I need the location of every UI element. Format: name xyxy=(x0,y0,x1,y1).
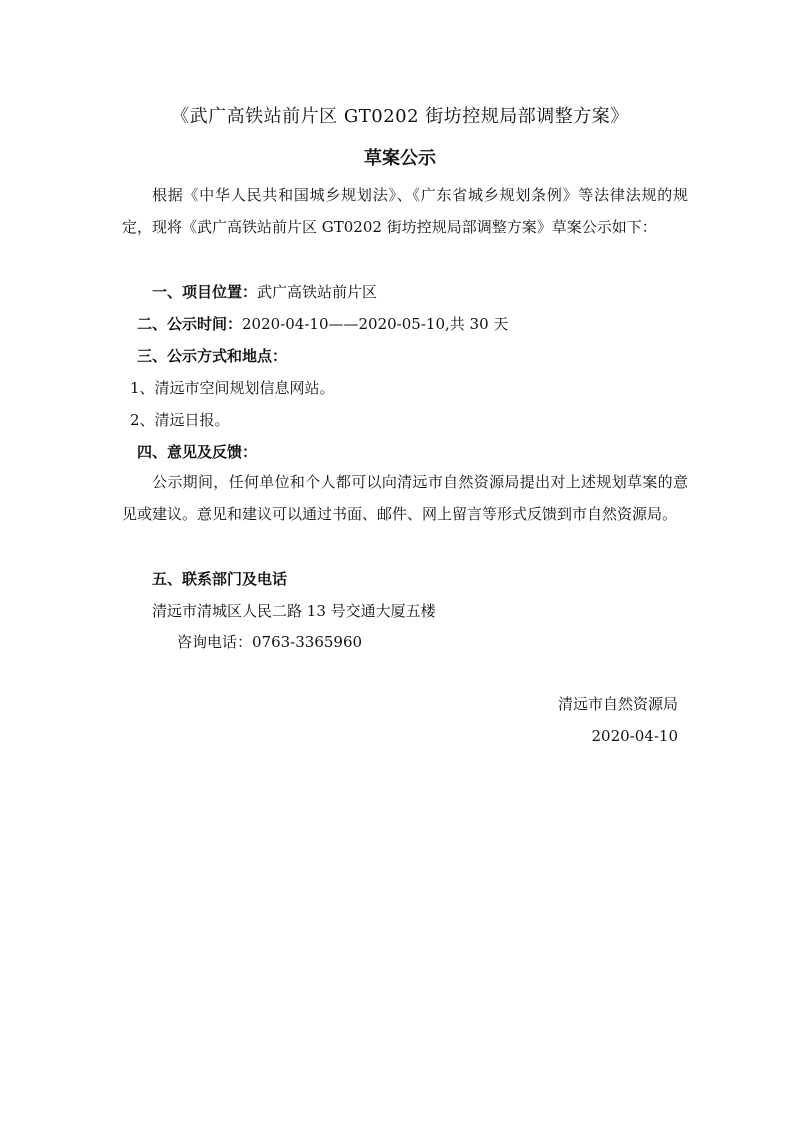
contact-address: 清远市清城区人民二路 13 号交通大厦五楼 xyxy=(152,602,436,620)
section2-value: 2020-04-10——2020-05-10,共 30 天 xyxy=(242,315,509,333)
section3-item-1: 1、清远市空间规划信息网站。 xyxy=(130,379,335,397)
section1-heading: 一、项目位置： xyxy=(152,283,258,301)
signature-organization: 清远市自然资源局 xyxy=(557,695,678,713)
section5-heading: 五、联系部门及电话 xyxy=(152,570,288,588)
section2-heading: 二、公示时间： xyxy=(137,315,243,333)
section1-value: 武广高铁站前片区 xyxy=(257,283,378,301)
document-title: 《武广高铁站前片区 GT0202 街坊控规局部调整方案》 xyxy=(171,106,629,127)
section3-item-2: 2、清远日报。 xyxy=(130,411,230,429)
section-publicity-time xyxy=(137,313,508,335)
section3-heading: 三、公示方式和地点： xyxy=(137,347,288,365)
section-project-location xyxy=(152,281,377,303)
contact-phone: 咨询电话：0763-3365960 xyxy=(177,633,363,651)
section4-heading: 四、意见及反馈： xyxy=(137,443,258,461)
document-subtitle: 草案公示 xyxy=(364,148,436,169)
section4-paragraph: 公示期间，任何单位和个人都可以向清远市自然资源局提出对上述规划草案的意见或建议。意见和建议可以通过书面、邮件、网上留言等形式反馈到市自然资源局。 xyxy=(122,473,688,523)
intro-paragraph: 根据《中华人民共和国城乡规划法》、《广东省城乡规划条例》等法律法规的规定，现将《武广高铁站前片区 GT0202 街坊控规局部调整方案》草案公示如下： xyxy=(122,186,688,236)
signature-date: 2020-04-10 xyxy=(591,727,678,745)
